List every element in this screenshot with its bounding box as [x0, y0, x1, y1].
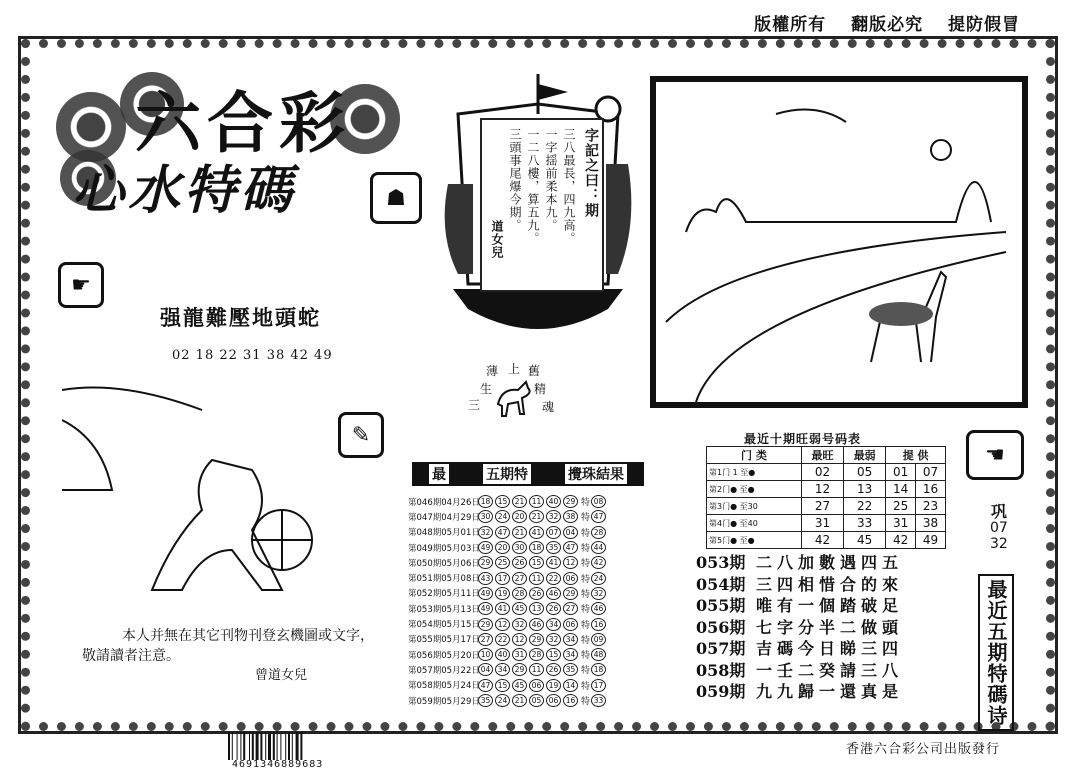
stats-group: 第5门● 至●: [707, 532, 802, 549]
result-ball: 45: [512, 602, 527, 615]
result-ball: 47: [563, 541, 578, 554]
stats-pick: 38: [916, 515, 946, 532]
barcode-bar: [243, 732, 245, 760]
slogan: 强龍難壓地頭蛇: [160, 305, 321, 330]
stats-pick: 14: [886, 481, 916, 498]
special-ball: 08: [591, 495, 606, 508]
result-row: [408, 693, 648, 708]
result-ball: 04: [478, 663, 493, 676]
result-ball: 26: [546, 602, 561, 615]
result-ball: 26: [546, 663, 561, 676]
stats-hot: 42: [801, 532, 843, 549]
result-ball: 47: [478, 679, 493, 692]
result-ball: 46: [529, 618, 544, 631]
poem-period: 059期: [696, 682, 746, 701]
result-ball: 29: [478, 556, 493, 569]
special-ball: 47: [591, 510, 606, 523]
result-ball: 34: [563, 633, 578, 646]
barcode-bar: [228, 732, 230, 760]
barcode-bar: [296, 732, 299, 760]
stats-row: [707, 464, 946, 481]
result-ball: 31: [512, 648, 527, 661]
horse-caption: [466, 360, 576, 430]
poem-line: [696, 638, 903, 660]
special-label: 特: [581, 528, 591, 539]
poem-line: [696, 660, 903, 682]
result-ball: 34: [546, 618, 561, 631]
result-row: [408, 555, 648, 570]
result-row: [408, 570, 648, 585]
barcode-bar: [240, 732, 241, 760]
special-label: 特: [581, 544, 591, 555]
result-ball: 35: [478, 694, 493, 707]
caption-char: 三: [468, 398, 481, 412]
result-ball: 12: [563, 556, 578, 569]
riddle-heading: 字記之曰：期: [583, 128, 599, 218]
special-ball: 44: [591, 541, 606, 554]
barcode-bar: [300, 732, 302, 760]
stats-pick: 23: [916, 498, 946, 515]
special-ball: 33: [591, 694, 606, 707]
hand-icon: ☛: [58, 262, 104, 308]
result-ball: 35: [563, 663, 578, 676]
result-row: [408, 525, 648, 540]
cat-illustration: [62, 380, 322, 610]
result-ball: 15: [529, 556, 544, 569]
result-ball: 04: [563, 526, 578, 539]
poem-text: 二八加數遇四五: [756, 553, 904, 572]
result-row: [408, 494, 648, 509]
stats-pick: 49: [916, 532, 946, 549]
result-ball: 27: [478, 633, 493, 646]
special-label: 特: [581, 620, 591, 631]
result-ball: 15: [546, 648, 561, 661]
results-title-part: 最: [429, 464, 449, 484]
special-label: 特: [581, 681, 591, 692]
special-ball: 46: [591, 602, 606, 615]
special-ball: 24: [591, 572, 606, 585]
stats-hot: 27: [801, 498, 843, 515]
stats-header: 最弱: [844, 447, 886, 464]
stats-cold: 22: [844, 498, 886, 515]
barcode-bar: [292, 732, 293, 760]
horse-icon: [492, 374, 536, 418]
result-ball: 24: [495, 694, 510, 707]
poem-text: 吉碼今日睇三四: [756, 639, 904, 658]
barcode-bar: [280, 732, 281, 760]
special-label: 特: [581, 605, 591, 616]
stats-pick: 31: [886, 515, 916, 532]
riddle-line: 一二八樓，算五九。: [526, 128, 540, 245]
sub-title: 心水特碼: [72, 161, 297, 221]
notice: [82, 626, 374, 666]
result-ball: 43: [478, 572, 493, 585]
result-ball: 29: [563, 587, 578, 600]
result-ball: 21: [512, 526, 527, 539]
stats-cold: 05: [844, 464, 886, 481]
result-row: [408, 662, 648, 677]
result-ball: 21: [512, 495, 527, 508]
result-row: [408, 632, 648, 647]
signature: 曾道女兒: [255, 668, 308, 683]
barcode-bar: [268, 732, 271, 760]
deer-landscape: [656, 82, 1022, 402]
poem-title: 最近五期特碼诗: [978, 574, 1014, 731]
poem-text: 七字分半二做頭: [756, 617, 904, 637]
result-ball: 32: [546, 510, 561, 523]
poem-text: 唯有一個踏破足: [756, 596, 904, 615]
result-ball: 21: [512, 694, 527, 707]
notice-line: 本人并無在其它刊物刊登玄機圖或文字，: [122, 628, 374, 644]
barcode-bar: [273, 732, 275, 760]
caption-char: 魂: [542, 400, 555, 414]
barcode-bar: [288, 732, 290, 760]
riddle-signature: 道女兒: [490, 220, 504, 259]
special-ball: 17: [591, 679, 606, 692]
result-date: 第057期05月22日: [408, 665, 480, 676]
result-ball: 17: [495, 572, 510, 585]
result-ball: 12: [512, 633, 527, 646]
result-date: 第049期05月03日: [408, 543, 480, 554]
result-ball: 34: [563, 648, 578, 661]
riddle-line: 三八最長，四九高。: [562, 128, 576, 245]
hand-pointing-icon: ☚: [966, 430, 1024, 480]
poem-period: 056期: [696, 617, 746, 637]
stats-row: [707, 532, 946, 549]
publisher: 香港六合彩公司出版發行: [845, 742, 1000, 757]
poem-line: [696, 681, 903, 703]
result-date: 第055期05月17日: [408, 635, 480, 646]
poem-period: 053期: [696, 553, 746, 572]
stats-cold: 45: [844, 532, 886, 549]
result-ball: 35: [546, 541, 561, 554]
poem-period: 057期: [696, 639, 746, 658]
result-ball: 30: [478, 510, 493, 523]
stats-hot: 12: [801, 481, 843, 498]
main-title: 六合彩: [135, 85, 351, 162]
stats-pick: 01: [886, 464, 916, 481]
results-table: [408, 494, 648, 708]
barcode-bar: [256, 732, 259, 760]
result-ball: 40: [495, 648, 510, 661]
result-row: [408, 647, 648, 662]
result-ball: 47: [495, 526, 510, 539]
result-ball: 06: [546, 694, 561, 707]
result-date: 第056期05月20日: [408, 650, 480, 661]
result-date: 第050期05月06日: [408, 558, 480, 569]
special-label: 特: [581, 498, 591, 509]
poem-period: 058期: [696, 660, 746, 680]
result-ball: 28: [512, 587, 527, 600]
stats-row: [707, 498, 946, 515]
result-ball: 29: [563, 495, 578, 508]
recommended-numbers: 02 18 22 31 38 42 49: [172, 348, 333, 363]
result-date: 第048期05月01日: [408, 528, 480, 539]
stats-pick: 07: [916, 464, 946, 481]
result-ball: 20: [495, 541, 510, 554]
result-ball: 40: [546, 495, 561, 508]
stats-cold: 13: [844, 481, 886, 498]
poem-text: 三四相惜合的來: [756, 574, 904, 594]
stats-header: 最旺: [801, 447, 843, 464]
result-ball: 22: [495, 633, 510, 646]
special-label: 特: [581, 651, 591, 662]
stats-group: 第4门● 至40: [707, 515, 802, 532]
result-ball: 27: [512, 572, 527, 585]
result-ball: 29: [478, 618, 493, 631]
poem-line: [696, 552, 903, 574]
result-ball: 46: [546, 587, 561, 600]
result-ball: 18: [529, 541, 544, 554]
barcode-bar: [265, 732, 266, 760]
special-label: 特: [581, 589, 591, 600]
result-date: 第051期05月08日: [408, 574, 480, 585]
result-ball: 05: [529, 694, 544, 707]
caption-char: 生: [480, 382, 493, 396]
stats-pick: 42: [886, 532, 916, 549]
barcode-bar: [237, 732, 238, 760]
result-ball: 14: [563, 679, 578, 692]
result-ball: 22: [546, 572, 561, 585]
result-ball: 38: [563, 510, 578, 523]
special-ball: 16: [591, 618, 606, 631]
result-ball: 12: [495, 618, 510, 631]
result-ball: 30: [512, 541, 527, 554]
result-ball: 11: [529, 663, 544, 676]
result-date: 第047期04月29日: [408, 512, 480, 523]
result-ball: 19: [546, 679, 561, 692]
side-code-line: 32: [990, 536, 1008, 552]
result-row: [408, 616, 648, 631]
stats-header: 门 类: [707, 447, 802, 464]
result-ball: 25: [495, 556, 510, 569]
result-ball: 18: [478, 495, 493, 508]
poem-line: [696, 617, 903, 639]
barcode-bar: [260, 732, 262, 760]
result-row: [408, 540, 648, 555]
special-ball: 32: [591, 587, 606, 600]
result-ball: 32: [512, 618, 527, 631]
result-ball: 06: [563, 572, 578, 585]
stats-hot: 31: [801, 515, 843, 532]
stats-row: [707, 481, 946, 498]
special-label: 特: [581, 635, 591, 646]
result-date: 第052期05月11日: [408, 589, 480, 600]
result-row: [408, 509, 648, 524]
special-ball: 42: [591, 556, 606, 569]
result-ball: 34: [495, 663, 510, 676]
results-title-part: 攪珠結果: [565, 464, 627, 484]
result-ball: 26: [512, 556, 527, 569]
caption-char: 薄: [486, 364, 499, 378]
result-ball: 29: [512, 663, 527, 676]
copyright-header: [736, 10, 1020, 35]
stats-table: [706, 446, 946, 549]
stats-group: 第1门 1 至●: [707, 464, 802, 481]
result-ball: 07: [546, 526, 561, 539]
special-label: 特: [581, 513, 591, 524]
result-ball: 32: [478, 526, 493, 539]
result-ball: 41: [495, 602, 510, 615]
stats-pick: 16: [916, 481, 946, 498]
poem-text: 九九歸一還真是: [756, 682, 904, 701]
poem-period: 054期: [696, 574, 746, 594]
result-ball: 45: [512, 679, 527, 692]
result-ball: 29: [529, 633, 544, 646]
stats-hot: 02: [801, 464, 843, 481]
stats-header: 提 供: [886, 447, 946, 464]
result-date: 第054期05月15日: [408, 620, 480, 631]
caption-char: 上: [508, 362, 521, 376]
stats-cold: 33: [844, 515, 886, 532]
result-ball: 16: [563, 694, 578, 707]
result-ball: 28: [529, 648, 544, 661]
result-row: [408, 601, 648, 616]
result-ball: 11: [529, 572, 544, 585]
special-ball: 09: [591, 633, 606, 646]
special-label: 特: [581, 697, 591, 707]
poem: [696, 552, 903, 703]
result-ball: 15: [495, 679, 510, 692]
result-ball: 06: [529, 679, 544, 692]
result-ball: 41: [529, 526, 544, 539]
barcode-number: 4691346889683: [232, 759, 324, 770]
mascot-icon: ☗: [370, 172, 422, 224]
result-ball: 11: [529, 495, 544, 508]
result-ball: 49: [478, 541, 493, 554]
result-ball: 49: [478, 602, 493, 615]
caption-char: 舊: [528, 364, 541, 378]
result-ball: 19: [495, 587, 510, 600]
no-copy-text: 翻版必究: [851, 15, 924, 35]
side-code-line: 巩: [990, 502, 1007, 521]
side-code: [990, 504, 1008, 552]
landscape-illustration: [650, 76, 1028, 408]
special-ball: 48: [591, 648, 606, 661]
result-row: [408, 586, 648, 601]
result-ball: 20: [512, 510, 527, 523]
poem-period: 055期: [696, 596, 746, 615]
stats-title: 最近十期旺弱号码表: [744, 432, 862, 446]
poem-line: [696, 574, 903, 596]
result-date: 第053期05月13日: [408, 604, 480, 615]
result-ball: 24: [495, 510, 510, 523]
barcode-bar: [252, 732, 254, 760]
result-row: [408, 678, 648, 693]
side-code-line: 07: [990, 520, 1008, 536]
poem-text: 一壬二癸請三八: [756, 660, 904, 680]
barcode-bar: [285, 732, 286, 760]
result-ball: 21: [529, 510, 544, 523]
result-date: 第058期05月24日: [408, 681, 480, 692]
result-ball: 15: [495, 495, 510, 508]
result-ball: 41: [546, 556, 561, 569]
stats-group: 第3门● 至30: [707, 498, 802, 515]
special-label: 特: [581, 574, 591, 585]
riddle-line: 三頭事尾爆今期。: [508, 128, 522, 232]
special-ball: 28: [591, 526, 606, 539]
beware-fake-text: 提防假冒: [948, 15, 1020, 35]
stats-pick: 25: [886, 498, 916, 515]
notice-line: 敬請讀者注意。: [82, 648, 180, 664]
stats-group: 第2门● 至●: [707, 481, 802, 498]
poem-line: [696, 595, 903, 617]
result-ball: 13: [529, 602, 544, 615]
results-title: [412, 462, 644, 486]
barcode-bar: [232, 732, 233, 760]
result-ball: 06: [563, 618, 578, 631]
riddle-line: 一字揺前柔本九。: [544, 128, 558, 232]
copyright-text: 版權所有: [754, 15, 827, 35]
result-ball: 27: [563, 602, 578, 615]
results-title-part: 五期特: [483, 464, 531, 484]
result-ball: 49: [478, 587, 493, 600]
stats-row: [707, 515, 946, 532]
barcode: [228, 732, 348, 760]
result-ball: 32: [546, 633, 561, 646]
special-label: 特: [581, 559, 591, 570]
result-date: 第059期05月29日: [408, 696, 480, 707]
barcode-bar: [249, 732, 250, 760]
result-ball: 26: [529, 587, 544, 600]
special-ball: 18: [591, 663, 606, 676]
riddle-scroll: [480, 118, 604, 292]
barcode-bar: [277, 732, 278, 760]
bird-icon: ✎: [338, 412, 384, 458]
result-ball: 10: [478, 648, 493, 661]
caption-char: 精: [534, 382, 547, 396]
result-date: 第046期04月26日: [408, 497, 480, 508]
special-label: 特: [581, 666, 591, 677]
